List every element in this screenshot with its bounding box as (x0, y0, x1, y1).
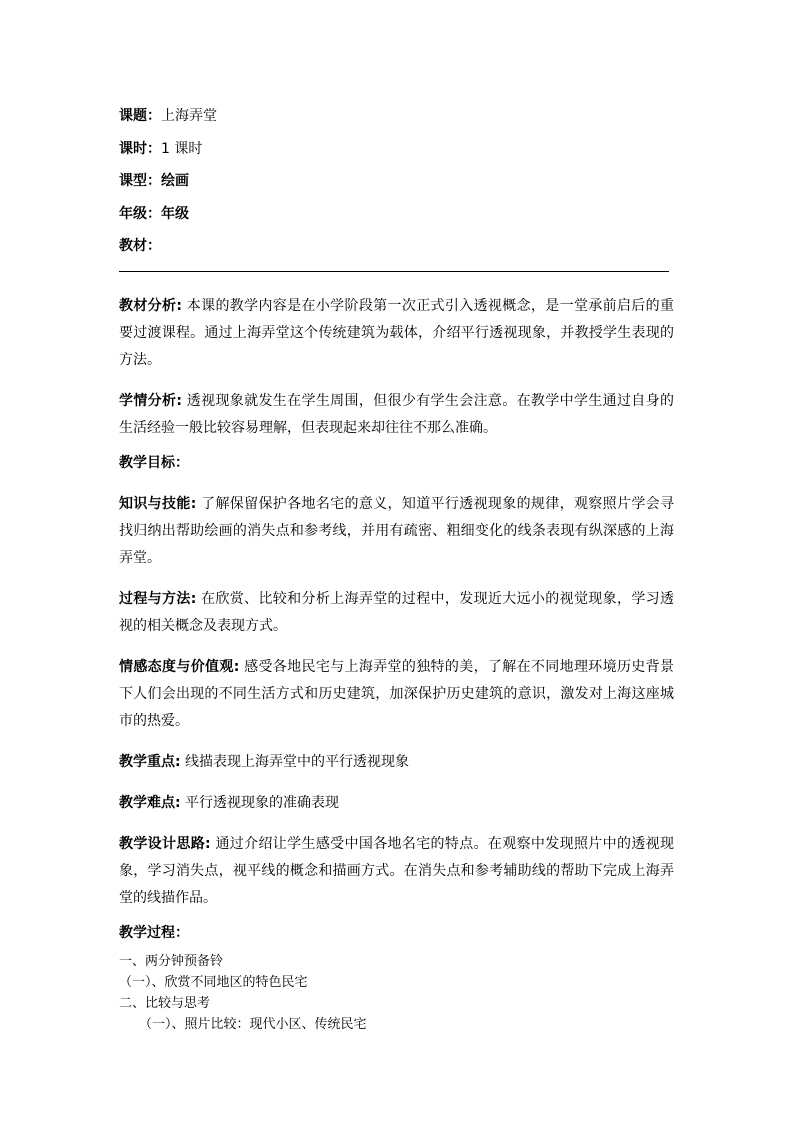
process-item: （一）、欣赏不同地区的特色民宅 (119, 975, 308, 990)
process-item: 二、比较与思考 (119, 996, 211, 1011)
design-idea: 教学设计思路: 通过介绍让学生感受中国各地名宅的特点。在观察中发现照片中的透视现象，学习消失点，视平线的概念和描画方式。在消失点和参考辅助线的帮助下完成上海弄堂的线描作品。 (119, 835, 674, 906)
process-item: 一、两分钟预备铃 (119, 954, 224, 969)
goals-heading: 教学目标： (119, 454, 189, 471)
lesson-plan-body (119, 104, 674, 947)
attitude-values: 情感态度与价值观: 感受各地民宅与上海弄堂的独特的美，了解在不同地理环境历史背景下人们会出现的不同生活方式和历史建筑，加深保护历史建筑的意识，激发对上海这座城市的热爱。 (119, 658, 674, 729)
process-method: 过程与方法: 在欣赏、比较和分析上海弄堂的过程中，发现近大远小的视觉现象，学习透视的相关概念及表现方式。 (119, 590, 674, 634)
meta-grade: 年级：年级 (119, 205, 189, 222)
meta-type: 课型：绘画 (119, 173, 189, 189)
meta-textbook: 教材： (119, 238, 161, 254)
process-list (119, 951, 674, 1035)
knowledge-skills: 知识与技能: 了解保留保护各地名宅的意义，知道平行透视现象的规律，观察照片学会寻找归纳出帮助绘画的消失点和参考线，并用有疏密、粗细变化的线条表现有纵深感的上海弄堂。 (119, 495, 674, 566)
student-analysis: 学情分析: 透视现象就发生在学生周围，但很少有学生会注意。在教学中学生通过自身的生活经验一般比较容易理解，但表现起来却往往不那么准确。 (119, 392, 674, 436)
divider-line (119, 271, 669, 272)
process-heading: 教学过程： (119, 924, 189, 941)
meta-topic: 课题：上海弄堂 (119, 108, 217, 124)
process-item: （一）、照片比较：现代小区、传统民宅 (139, 1017, 367, 1032)
key-point: 教学重点: 线描表现上海弄堂中的平行透视现象 (119, 753, 410, 770)
difficulty: 教学难点: 平行透视现象的准确表现 (119, 794, 340, 811)
material-analysis: 教材分析: 本课的教学内容是在小学阶段第一次正式引入透视概念，是一堂承前启后的重要过渡课程。通过上海弄堂这个传统建筑为载体，介绍平行透视现象，并教授学生表现的方法。 (119, 297, 674, 368)
meta-hours: 课时：1 课时 (119, 140, 203, 157)
